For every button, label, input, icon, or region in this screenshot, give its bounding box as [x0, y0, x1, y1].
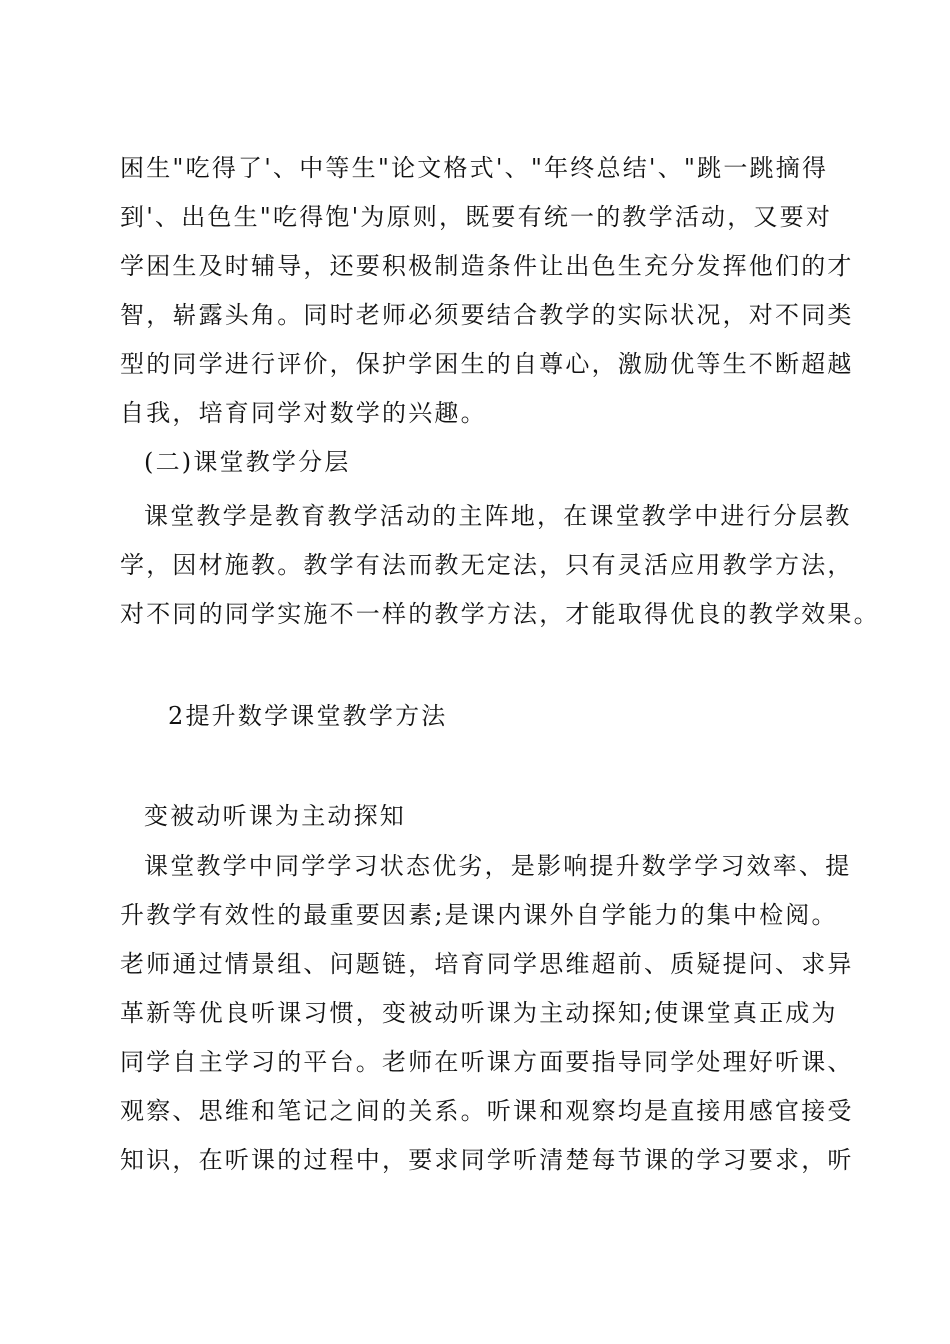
text-line: 困生"吃得了'、中等生"论文格式'、"年终总结'、"跳一跳摘得 — [120, 154, 829, 182]
text-line: 课堂教学是教育教学活动的主阵地，在课堂教学中进行分层教 — [144, 502, 852, 530]
text-line: 革新等优良听课习惯，变被动听课为主动探知;使课堂真正成为 — [120, 999, 838, 1027]
text-line: 课堂教学中同学学习状态优劣，是影响提升数学学习效率、提 — [144, 852, 852, 880]
text-line: 升教学有效性的最重要因素;是课内课外自学能力的集中检阅。 — [120, 901, 838, 929]
text-line: 学困生及时辅导，还要积极制造条件让出色生充分发挥他们的才 — [120, 252, 854, 280]
text-line: 学，因材施教。教学有法而教无定法，只有灵活应用教学方法， — [120, 551, 854, 579]
text-line: 智，崭露头角。同时老师必须要结合教学的实际状况，对不同类 — [120, 301, 854, 329]
text-line: 型的同学进行评价，保护学困生的自尊心，激励优等生不断超越 — [120, 350, 854, 378]
text-line: 观察、思维和笔记之间的关系。听课和观察均是直接用感官接受 — [120, 1097, 854, 1125]
subsection-title: (二)课堂教学分层 — [144, 448, 351, 476]
subheading: 变被动听课为主动探知 — [144, 802, 406, 830]
section-heading: 2提升数学课堂教学方法 — [168, 702, 448, 730]
text-line: 同学自主学习的平台。老师在听课方面要指导同学处理好听课、 — [120, 1048, 854, 1076]
text-line: 自我，培育同学对数学的兴趣。 — [120, 399, 487, 427]
text-line: 知识，在听课的过程中，要求同学听清楚每节课的学习要求，听 — [120, 1146, 854, 1174]
text-line: 对不同的同学实施不一样的教学方法，才能取得优良的教学效果。 — [120, 600, 880, 628]
text-line: 老师通过情景组、问题链，培育同学思维超前、质疑提问、求异 — [120, 950, 854, 978]
text-line: 到'、出色生"吃得饱'为原则，既要有统一的教学活动，又要对 — [120, 203, 833, 231]
